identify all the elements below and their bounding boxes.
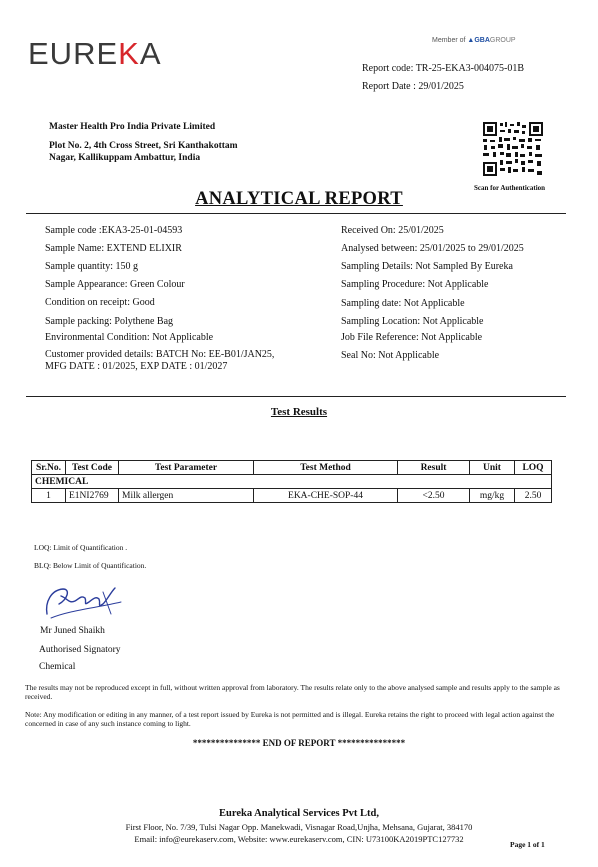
cell-test-code: E1NI2769 xyxy=(66,489,119,503)
cell-test-parameter: Milk allergen xyxy=(119,489,254,503)
sample-code: Sample code :EKA3-25-01-04593 xyxy=(45,225,183,236)
environmental-condition: Environmental Condition: Not Applicable xyxy=(45,332,214,343)
signature-image xyxy=(41,580,125,624)
report-code: Report code: TR-25-EKA3-004075-01B xyxy=(362,63,525,74)
footer-contact: Email: info@eurekaserv.com, Website: www.eurekaserv.com, CIN: U73100KA2019PTC127732 xyxy=(134,834,464,844)
logo-text-suffix: A xyxy=(139,36,162,71)
test-results-table xyxy=(31,460,552,503)
gba-brand: GBA xyxy=(474,37,490,44)
customer-details: Customer provided details: BATCH No: EE-B01/JAN25, MFG DATE : 01/2025, EXP DATE : 01/2027 xyxy=(45,349,275,372)
sample-name: Sample Name: EXTEND ELIXIR xyxy=(45,243,182,254)
sample-appearance: Sample Appearance: Green Colour xyxy=(45,279,185,290)
seal-no: Seal No: Not Applicable xyxy=(341,350,440,361)
gba-logo-icon: ▲ xyxy=(467,37,475,44)
sample-packing: Sample packing: Polythene Bag xyxy=(45,316,174,327)
client-address-line2: Nagar, Kallikuppam Ambattur, India xyxy=(49,153,201,163)
client-address-line1: Plot No. 2, 4th Cross Street, Sri Kanthakottam xyxy=(49,141,238,151)
page-number: Page 1 of 1 xyxy=(510,840,545,849)
col-test-code: Test Code xyxy=(66,461,119,475)
table-header-row xyxy=(32,461,552,475)
member-of-text: Member of xyxy=(432,37,466,44)
logo-text-prefix: EURE xyxy=(28,36,119,71)
section-row xyxy=(32,475,552,489)
col-test-method: Test Method xyxy=(254,461,398,475)
cell-sr-no: 1 xyxy=(32,489,66,503)
received-on: Received On: 25/01/2025 xyxy=(341,225,444,236)
gba-group: GROUP xyxy=(489,37,516,44)
divider-top xyxy=(26,213,566,214)
table-row xyxy=(32,489,552,503)
cell-result: <2.50 xyxy=(398,489,470,503)
sampling-date: Sampling date: Not Applicable xyxy=(341,298,465,309)
col-loq: LOQ xyxy=(515,461,552,475)
footer-address: First Floor, No. 7/39, Tulsi Nagar Opp. Manekwadi, Visnagar Road,Unjha, Mehsana, Gujarat, 384170 xyxy=(125,822,473,832)
test-results-heading: Test Results xyxy=(270,406,328,418)
eureka-logo xyxy=(28,36,162,72)
qr-code-icon[interactable] xyxy=(482,121,544,177)
sample-quantity: Sample quantity: 150 g xyxy=(45,261,139,272)
col-unit: Unit xyxy=(470,461,515,475)
sampling-procedure: Sampling Procedure: Not Applicable xyxy=(341,279,489,290)
report-title: ANALYTICAL REPORT xyxy=(195,189,403,209)
qr-caption: Scan for Authentication xyxy=(474,184,546,192)
signatory-title: Authorised Signatory xyxy=(39,645,121,655)
divider-middle xyxy=(26,396,566,397)
col-result: Result xyxy=(398,461,470,475)
report-date: Report Date : 29/01/2025 xyxy=(362,81,464,92)
signatory-name: Mr Juned Shaikh xyxy=(40,626,105,636)
member-of-label xyxy=(432,37,516,44)
cell-unit: mg/kg xyxy=(470,489,515,503)
condition-on-receipt: Condition on receipt: Good xyxy=(45,297,155,308)
col-sr-no: Sr.No. xyxy=(32,461,66,475)
cell-test-method: EKA-CHE-SOP-44 xyxy=(254,489,398,503)
cell-loq: 2.50 xyxy=(515,489,552,503)
end-of-report: *************** END OF REPORT *************** xyxy=(192,738,406,748)
disclaimer-note: The results may not be reproduced except in full, without written approval from laboratory. The results relate only to the above analysed sample and results apply to the sample as received. xyxy=(25,683,560,701)
loq-definition: LOQ: Limit of Quantification . xyxy=(34,543,128,552)
sampling-details: Sampling Details: Not Sampled By Eureka xyxy=(341,261,513,272)
section-chemical: CHEMICAL xyxy=(32,475,552,489)
footer-company: Eureka Analytical Services Pvt Ltd, xyxy=(219,808,379,819)
signatory-dept: Chemical xyxy=(39,662,76,672)
analysed-between: Analysed between: 25/01/2025 to 29/01/2025 xyxy=(341,243,524,254)
job-file-reference: Job File Reference: Not Applicable xyxy=(341,332,483,343)
col-test-parameter: Test Parameter xyxy=(119,461,254,475)
modification-note: Note: Any modification or editing in any manner, of a test report issued by Eureka is not permitted and is illegal. Eureka retains the right to proceed with legal action against the concerned in case of any such instance coming to light. xyxy=(25,710,555,728)
logo-text-k: K xyxy=(118,36,140,71)
client-name: Master Health Pro India Private Limited xyxy=(49,122,216,132)
blq-definition: BLQ: Below Limit of Quantification. xyxy=(34,561,147,570)
sampling-location: Sampling Location: Not Applicable xyxy=(341,316,484,327)
